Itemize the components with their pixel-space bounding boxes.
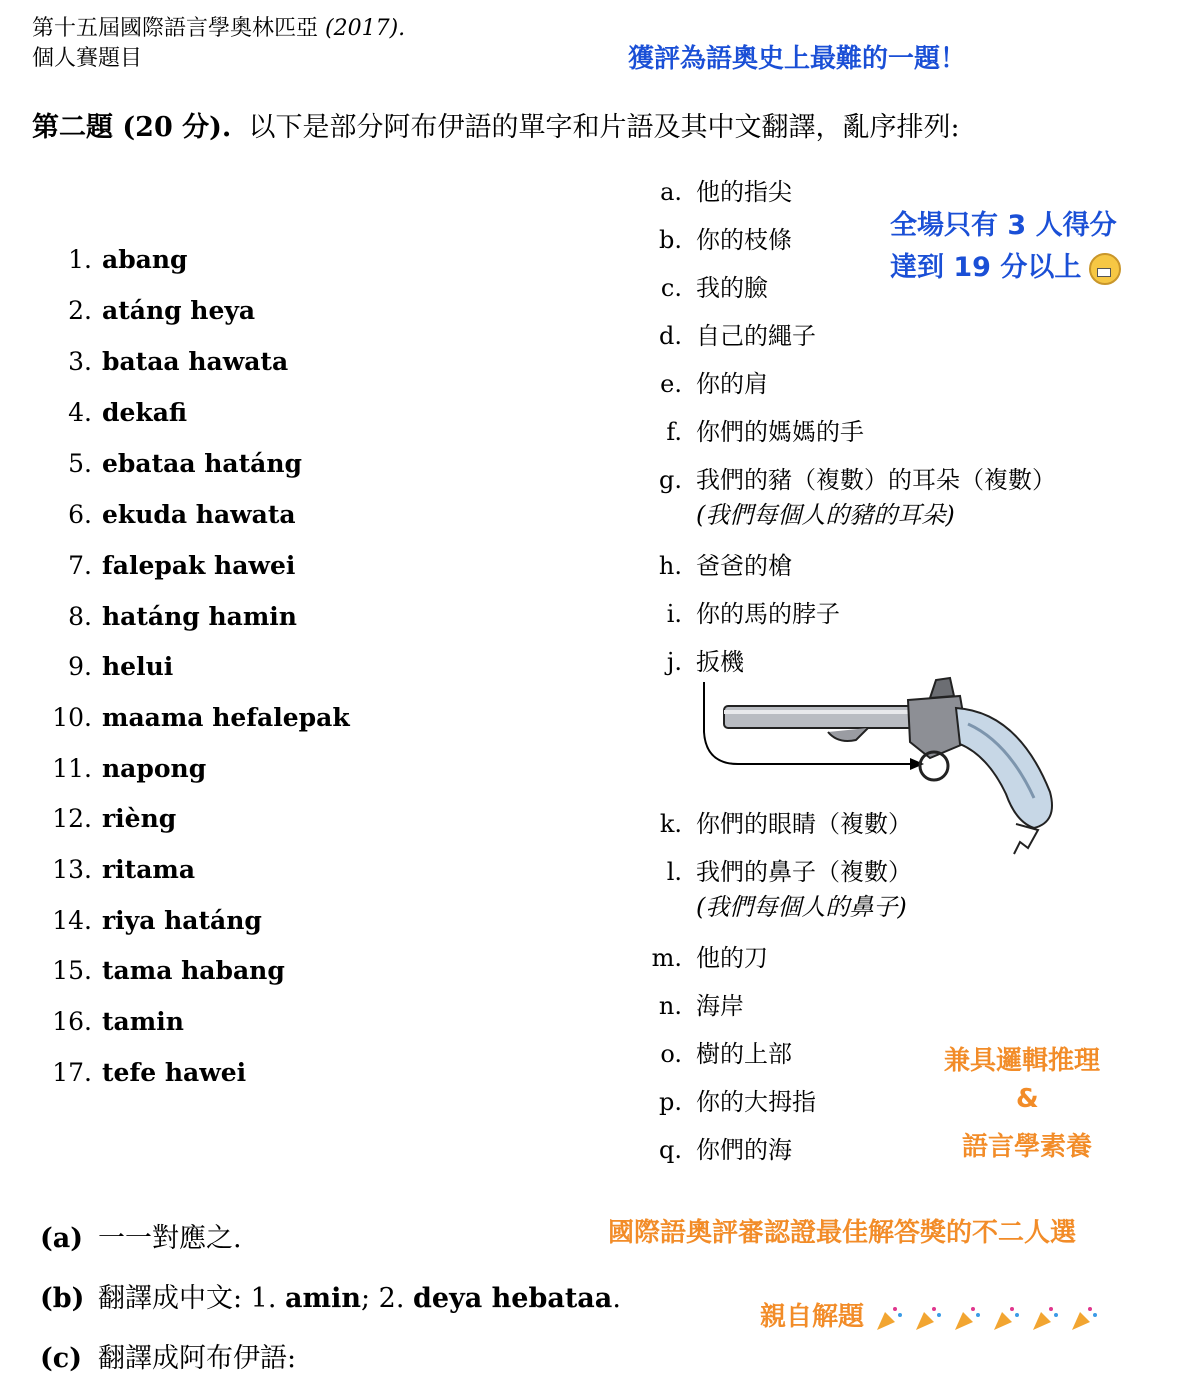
translation-text: 你們的媽媽的手 xyxy=(696,418,864,446)
translation-text: 他的指尖 xyxy=(696,178,792,206)
abui-word: napong xyxy=(102,754,207,783)
abui-word: hatáng hamin xyxy=(102,602,297,631)
item-letter: i. xyxy=(666,600,682,628)
translation-text: 你的馬的脖子 xyxy=(696,600,840,628)
pistol-barrel xyxy=(724,706,914,728)
abui-word: helui xyxy=(102,652,174,681)
abui-word: falepak hawei xyxy=(102,551,296,580)
task-text: 一一對應之. xyxy=(98,1223,242,1254)
promo-self-solve-text: 親自解題 xyxy=(760,1302,865,1332)
item-letter: k. xyxy=(659,810,682,838)
translation-note: (我們每個人的鼻子) xyxy=(696,893,907,921)
translation-text: 你們的海 xyxy=(696,1136,792,1164)
item-number: 4. xyxy=(68,398,92,427)
pistol-lever xyxy=(828,728,868,741)
task-a xyxy=(40,1216,242,1255)
task-label: (c) xyxy=(40,1343,82,1374)
translation-item xyxy=(640,316,816,351)
item-letter: a. xyxy=(660,178,682,206)
party-popper-icon xyxy=(992,1304,1020,1332)
abui-word: atáng heya xyxy=(102,296,256,325)
translation-text: 你的枝條 xyxy=(696,226,792,254)
translation-item xyxy=(640,268,768,303)
question-label: 第二題 (20 分). xyxy=(32,112,232,143)
item-letter: l. xyxy=(666,858,682,886)
abui-word: tefe hawei xyxy=(102,1058,247,1087)
item-number: 12. xyxy=(52,804,92,833)
translation-text: 爸爸的槍 xyxy=(696,552,792,580)
item-letter: j. xyxy=(666,648,682,676)
item-letter: d. xyxy=(659,322,682,350)
translation-text: 自己的繩子 xyxy=(696,322,816,350)
translation-note: (我們每個人的豬的耳朵) xyxy=(696,501,955,529)
promo-only-three-2-text: 達到 19 分以上 xyxy=(890,252,1082,283)
translation-item xyxy=(640,364,768,399)
party-popper-icon xyxy=(875,1304,903,1332)
translation-item xyxy=(640,546,792,581)
abui-word: ekuda hawata xyxy=(102,500,296,529)
header-line2: 個人賽題目 xyxy=(32,46,143,71)
translation-item xyxy=(640,1082,816,1117)
grip-ring xyxy=(1014,824,1038,854)
abui-word-item xyxy=(40,398,187,427)
promo-logic-amp: & xyxy=(1016,1084,1039,1114)
promo-only-three-1: 全場只有 3 人得分 xyxy=(890,210,1117,241)
translation-text: 我們的鼻子（複數） xyxy=(696,858,912,886)
task-c xyxy=(40,1336,296,1375)
party-popper-icon xyxy=(1070,1304,1098,1332)
item-number: 17. xyxy=(52,1058,92,1087)
item-number: 3. xyxy=(68,347,92,376)
translation-item xyxy=(640,220,792,255)
item-letter: g. xyxy=(659,466,682,494)
promo-logic-2: 語言學素養 xyxy=(962,1132,1093,1162)
abui-word-item xyxy=(40,703,350,732)
item-letter: h. xyxy=(658,552,682,580)
abui-word-item xyxy=(40,1058,246,1087)
abui-word-item xyxy=(40,449,302,478)
abui-word: bataa hawata xyxy=(102,347,289,376)
header xyxy=(32,14,405,74)
header-year: (2017). xyxy=(325,16,406,41)
party-popper-icon xyxy=(1031,1304,1059,1332)
translation-item xyxy=(640,938,768,973)
question-text: 以下是部分阿布伊語的單字和片語及其中文翻譯，亂序排列: xyxy=(248,112,960,143)
item-number: 13. xyxy=(52,855,92,884)
item-number: 15. xyxy=(52,956,92,985)
abui-word-item xyxy=(40,347,288,376)
item-number: 10. xyxy=(52,703,92,732)
translation-text: 扳機 xyxy=(696,648,744,676)
abui-word: tamin xyxy=(102,1007,184,1036)
item-number: 9. xyxy=(68,652,92,681)
translation-text: 你們的眼睛（複數） xyxy=(696,810,912,838)
item-letter: c. xyxy=(660,274,682,302)
abui-word-item xyxy=(40,245,188,274)
abui-word: ebataa hatáng xyxy=(102,449,303,478)
item-number: 2. xyxy=(68,296,92,325)
barrel-highlight xyxy=(724,710,914,714)
item-number: 7. xyxy=(68,551,92,580)
translation-item xyxy=(640,412,864,447)
item-letter: o. xyxy=(660,1040,682,1068)
translation-text: 他的刀 xyxy=(696,944,768,972)
task-text-end: . xyxy=(612,1283,621,1314)
party-popper-icon xyxy=(953,1304,981,1332)
abui-word-item xyxy=(40,500,296,529)
abui-word: riya hatáng xyxy=(102,906,262,935)
item-letter: f. xyxy=(666,418,682,446)
abui-word-item xyxy=(40,855,195,884)
task-label: (a) xyxy=(40,1223,84,1254)
abui-word: ritama xyxy=(102,855,196,884)
promo-only-three-2 xyxy=(890,245,1121,285)
task-text: 翻譯成中文: 1. xyxy=(98,1283,286,1314)
abui-word-item xyxy=(40,296,255,325)
abui-word-item xyxy=(40,804,176,833)
item-number: 6. xyxy=(68,500,92,529)
item-number: 8. xyxy=(68,602,92,631)
abui-word: amin xyxy=(285,1283,361,1314)
item-letter: n. xyxy=(658,992,682,1020)
translation-item xyxy=(640,460,1056,530)
translation-item xyxy=(640,594,840,629)
header-line1 xyxy=(32,14,405,44)
promo-self-solve xyxy=(760,1296,1098,1333)
promo-hardest: 獲評為語奧史上最難的一題！ xyxy=(628,44,967,74)
abui-word-item xyxy=(40,956,285,985)
abui-word-item xyxy=(40,754,206,783)
translation-text: 海岸 xyxy=(696,992,744,1020)
party-popper-icon xyxy=(914,1304,942,1332)
translation-item xyxy=(640,1130,792,1165)
abui-word-item xyxy=(40,551,295,580)
item-number: 16. xyxy=(52,1007,92,1036)
item-number: 11. xyxy=(52,754,92,783)
translation-text: 你的大拇指 xyxy=(696,1088,816,1116)
task-b xyxy=(40,1276,621,1315)
translation-item xyxy=(640,172,792,207)
abui-word: maama hefalepak xyxy=(102,703,350,732)
item-letter: q. xyxy=(659,1136,682,1164)
translation-text: 我的臉 xyxy=(696,274,768,302)
pistol-illustration xyxy=(698,672,1068,862)
abui-word-item xyxy=(40,652,173,681)
item-number: 1. xyxy=(68,245,92,274)
abui-word: rièng xyxy=(102,804,177,833)
item-letter: m. xyxy=(651,944,682,972)
task-label: (b) xyxy=(40,1283,85,1314)
translation-item xyxy=(640,852,912,922)
grimace-emoji-icon xyxy=(1089,253,1121,285)
header-title: 第十五屆國際語言學奧林匹亞 xyxy=(32,16,325,41)
translation-item xyxy=(640,986,744,1021)
item-number: 14. xyxy=(52,906,92,935)
item-letter: p. xyxy=(659,1088,682,1116)
translation-text: 樹的上部 xyxy=(696,1040,792,1068)
item-letter: e. xyxy=(660,370,682,398)
abui-word-item xyxy=(40,906,262,935)
abui-word-item xyxy=(40,1007,184,1036)
promo-logic-1: 兼具邏輯推理 xyxy=(944,1046,1101,1076)
question-line xyxy=(32,105,960,144)
task-text: 翻譯成阿布伊語: xyxy=(98,1343,297,1374)
pistol-hammer xyxy=(930,678,954,698)
abui-word: tama habang xyxy=(102,956,285,985)
abui-word: dekafi xyxy=(102,398,188,427)
item-letter: b. xyxy=(659,226,682,254)
translation-text: 我們的豬（複數）的耳朵（複數） xyxy=(696,466,1056,494)
promo-award: 國際語奧評審認證最佳解答獎的不二人選 xyxy=(608,1218,1077,1248)
abui-word: deya hebataa xyxy=(413,1283,613,1314)
item-number: 5. xyxy=(68,449,92,478)
abui-word: abang xyxy=(102,245,188,274)
translation-item xyxy=(640,1034,792,1069)
task-text-separator: ; 2. xyxy=(360,1283,414,1314)
abui-word-item xyxy=(40,602,297,631)
translation-text: 你的肩 xyxy=(696,370,768,398)
